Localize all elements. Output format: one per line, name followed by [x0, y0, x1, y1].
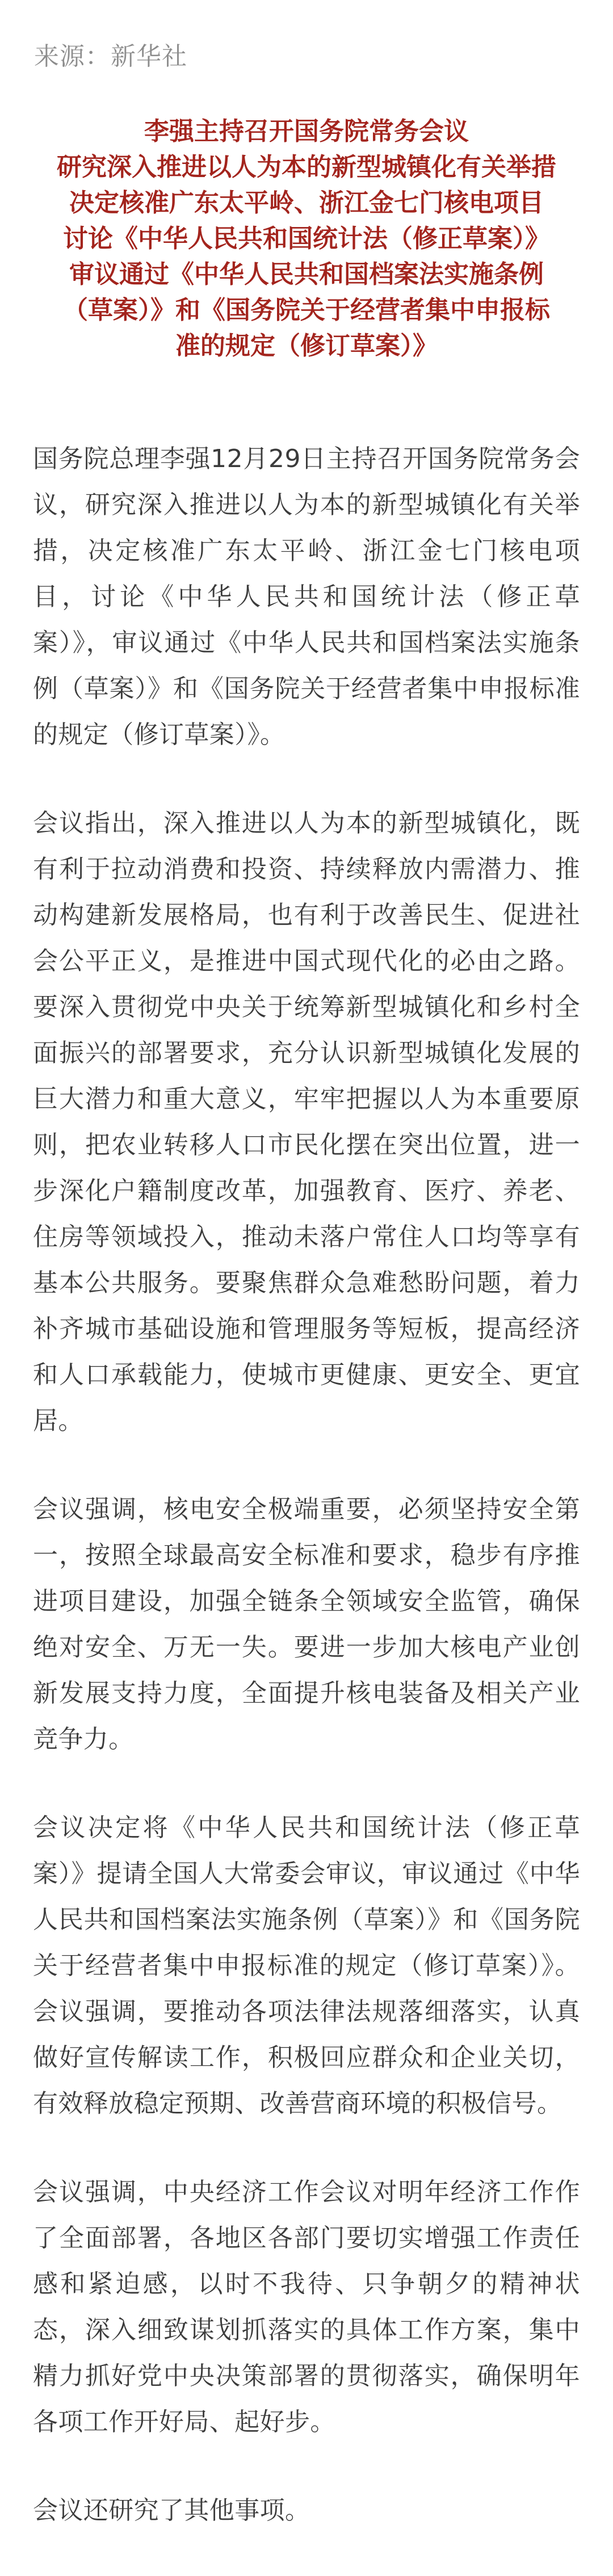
body-paragraph: 会议决定将《中华人民共和国统计法（修正草案）》提请全国人大常委会审议，审议通过《中华人民共和国档案法实施条例（草案）》和《国务院关于经营者集中申报标准的规定（修订草案）》。会议强调，要推动各项法律法规落细落实，认真做好宣传解读工作，积极回应群众和企业关切，有效释放稳定预期、改善营商环境的积极信号。: [33, 1813, 580, 2118]
article-source: 来源：新华社: [34, 42, 187, 71]
body-paragraph: 国务院总理李强12月29日主持召开国务院常务会议，研究深入推进以人为本的新型城镇化有关举措，决定核准广东太平岭、浙江金七门核电项目，讨论《中华人民共和国统计法（修正草案）》，审议通过《中华人民共和国档案法实施条例（草案）》和《国务院关于经营者集中申报标准的规定（修订草案）》。: [33, 444, 580, 749]
article-headline: [34, 114, 579, 364]
headline-line: 审议通过《中华人民共和国档案法实施条例: [69, 260, 544, 289]
headline-line: 研究深入推进以人为本的新型城镇化有关举措: [57, 153, 556, 182]
headline-line: 讨论《中华人民共和国统计法（修正草案）》: [63, 224, 550, 253]
body-paragraph: 会议强调，核电安全极端重要，必须坚持安全第一，按照全球最高安全标准和要求，稳步有序推进项目建设，加强全链条全领域安全监管，确保绝对安全、万无一失。要进一步加大核电产业创新发展支持力度，全面提升核电装备及相关产业竞争力。: [33, 1495, 580, 1754]
headline-line: 准的规定（修订草案）》: [175, 331, 438, 360]
headline-line: 李强主持召开国务院常务会议: [144, 117, 469, 146]
body-paragraph: 会议还研究了其他事项。: [33, 2496, 310, 2525]
headline-line: （草案）》和《国务院关于经营者集中申报标: [63, 296, 550, 325]
article-body: [33, 436, 580, 2576]
headline-line: 决定核准广东太平岭、浙江金七门核电项目: [69, 188, 544, 217]
body-paragraph: 会议强调，中央经济工作会议对明年经济工作作了全面部署，各地区各部门要切实增强工作责任感和紧迫感，以时不我待、只争朝夕的精神状态，深入细致谋划抓落实的具体工作方案，集中精力抓好党中央决策部署的贯彻落实，确保明年各项工作开好局、起好步。: [33, 2178, 580, 2436]
body-paragraph: 会议指出，深入推进以人为本的新型城镇化，既有利于拉动消费和投资、持续释放内需潜力、推动构建新发展格局，也有利于改善民生、促进社会公平正义，是推进中国式现代化的必由之路。要深入贯彻党中央关于统筹新型城镇化和乡村全面振兴的部署要求，充分认识新型城镇化发展的巨大潜力和重大意义，牢牢把握以人为本重要原则，把农业转移人口市民化摆在突出位置，进一步深化户籍制度改革，加强教育、医疗、养老、住房等领域投入，推动未落户常住人口均等享有基本公共服务。要聚焦群众急难愁盼问题，着力补齐城市基础设施和管理服务等短板，提高经济和人口承载能力，使城市更健康、更安全、更宜居。: [33, 809, 580, 1435]
